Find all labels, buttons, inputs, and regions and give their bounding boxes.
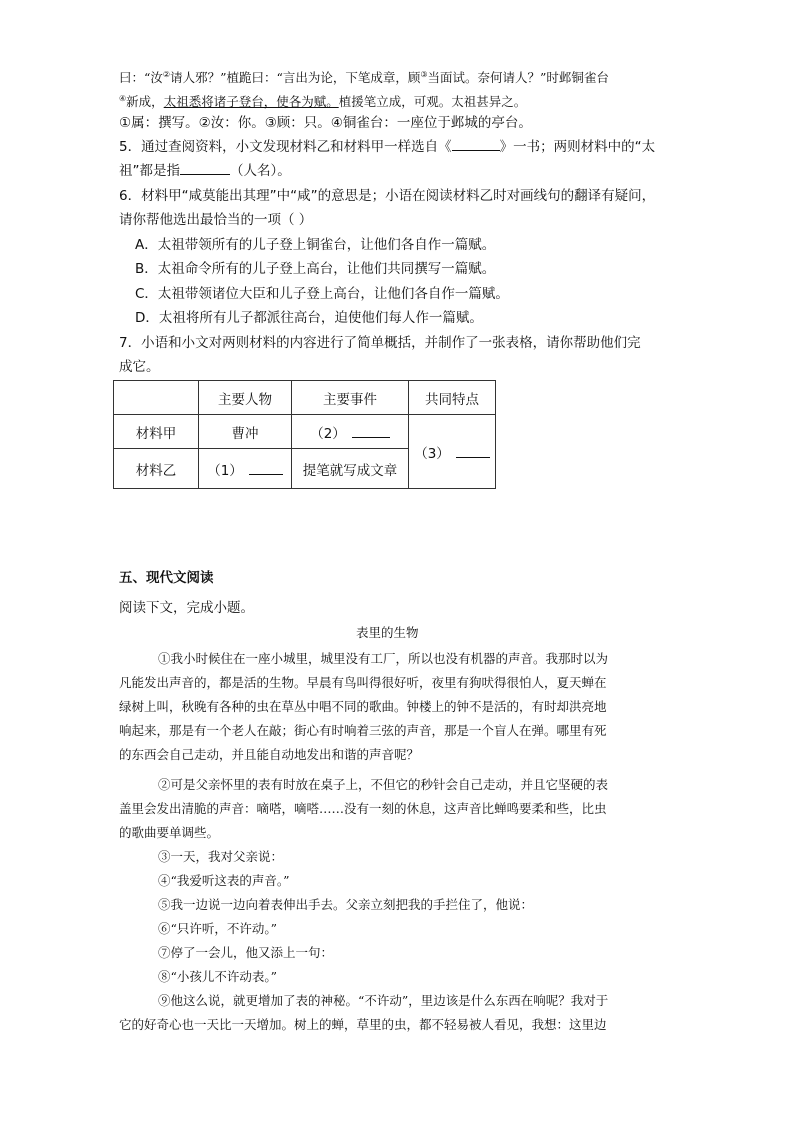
event-cell[interactable]: （2） (292, 415, 409, 449)
row-label: 材料乙 (114, 449, 199, 489)
question-7-line-1: 7．小语和小文对两则材料的内容进行了简单概括，并制作了一张表格，请你帮助他们完 (119, 335, 641, 351)
section-instruction: 阅读下文，完成小题。 (119, 600, 254, 616)
question-6-line-1: 6．材料甲“咸莫能出其理”中“咸”的意思是；小语在阅读材料乙时对画线句的翻译有疑问， (119, 188, 656, 204)
row-label: 材料甲 (114, 415, 199, 449)
table-header-row (114, 381, 496, 415)
question-5-line-1: 5．通过查阅资料，小文发现材料乙和材料甲一样选自《 》一书；两则材料中的“太 (119, 139, 656, 155)
question-5-line-2: 祖”都是指 （人名）。 (119, 163, 291, 179)
table-header-cell: 主要事件 (292, 381, 409, 415)
paragraph-line: 的歌曲要单调些。 (119, 825, 220, 840)
paragraph-line: ②可是父亲怀里的表有时放在桌子上，不但它的秒针会自己走动，并且它坚硬的表 (158, 777, 609, 792)
person-cell[interactable]: （1） (199, 449, 292, 489)
option-c[interactable]: C．太祖带领诸位大臣和儿子登上高台，让他们各自作一篇赋。 (135, 286, 509, 302)
underlined-sentence: 太祖悉将诸子登台，使各为赋。 (163, 94, 339, 110)
paragraph-line: 的东西会自己走动，并且能自动地发出和谐的声音呢？ (119, 747, 420, 762)
paragraph-line: 凡能发出声音的，都是活的生物。早晨有鸟叫得很好听，夜里有狗吠得很怕人，夏天蝉在 (119, 675, 607, 690)
table-row (114, 415, 496, 449)
paragraph-line: ⑦停了一会儿，他又添上一句： (158, 945, 334, 960)
table-header-cell: 主要人物 (199, 381, 292, 415)
article-title: 表里的生物 (356, 625, 419, 640)
option-a[interactable]: A．太祖带领所有的儿子登上铜雀台，让他们各自作一篇赋。 (135, 237, 496, 253)
table-header-cell (114, 381, 199, 415)
passage-b-line-2: ④新成，太祖悉将诸子登台，使各为赋。植援笔立成，可观。太祖甚异之。 (119, 94, 527, 110)
answer-blank[interactable] (180, 162, 230, 175)
passage-b-line-1: 曰：“汝②请人邪？”植跪曰：“言出为论，下笔成章，顾③当面试。奈何请人？”时邺铜雀台 (119, 70, 609, 86)
paragraph-line: 它的好奇心也一天比一天增加。树上的蝉，草里的虫，都不轻易被人看见，我想：这里边 (119, 1017, 607, 1032)
paragraph-line: ⑥“只许听，不许动。” (158, 921, 278, 936)
answer-blank[interactable] (452, 138, 500, 151)
paragraph-line: ⑧“小孩儿不许动表。” (158, 969, 278, 984)
paragraph-line: 响起来，那是有一个老人在敲；街心有时响着三弦的声音，那是一个盲人在弹。哪里有死 (119, 723, 607, 738)
paragraph-line: 绿树上叫，秋晚有各种的虫在草丛中唱不同的歌曲。钟楼上的钟不是活的，有时却洪亮地 (119, 699, 607, 714)
person-cell: 曹冲 (199, 415, 292, 449)
paragraph-line: ①我小时候住在一座小城里，城里没有工厂，所以也没有机器的声音。我那时以为 (158, 651, 609, 666)
question-7-line-2: 成它。 (119, 359, 160, 375)
question-6-line-2: 请你帮他选出最恰当的一项（ ） (119, 212, 313, 228)
annotation-notes: ①属：撰写。②汝：你。③顾：只。④铜雀台：一座位于邺城的亭台。 (119, 115, 532, 131)
option-b[interactable]: B．太祖命令所有的儿子登上高台，让他们共同撰写一篇赋。 (135, 261, 496, 277)
paragraph-line: ⑤我一边说一边向着表伸出手去。父亲立刻把我的手拦住了，他说： (158, 897, 534, 912)
paragraph-line: 盖里会发出清脆的声音：嘀嗒，嘀嗒……没有一刻的休息，这声音比蝉鸣要柔和些，比虫 (119, 801, 607, 816)
paragraph-line: ④“我爱听这表的声音。” (158, 873, 290, 888)
table-header-cell: 共同特点 (409, 381, 496, 415)
summary-table (113, 380, 496, 489)
section-heading: 五、现代文阅读 (119, 570, 214, 586)
event-cell: 提笔就写成文章 (292, 449, 409, 489)
common-cell[interactable]: （3） (409, 415, 496, 489)
paragraph-line: ③一天，我对父亲说： (158, 849, 284, 864)
option-d[interactable]: D．太祖将所有儿子都派往高台，迫使他们每人作一篇赋。 (135, 310, 483, 326)
paragraph-line: ⑨他这么说，就更增加了表的神秘。“不许动”，里边该是什么东西在响呢？我对于 (158, 993, 609, 1008)
